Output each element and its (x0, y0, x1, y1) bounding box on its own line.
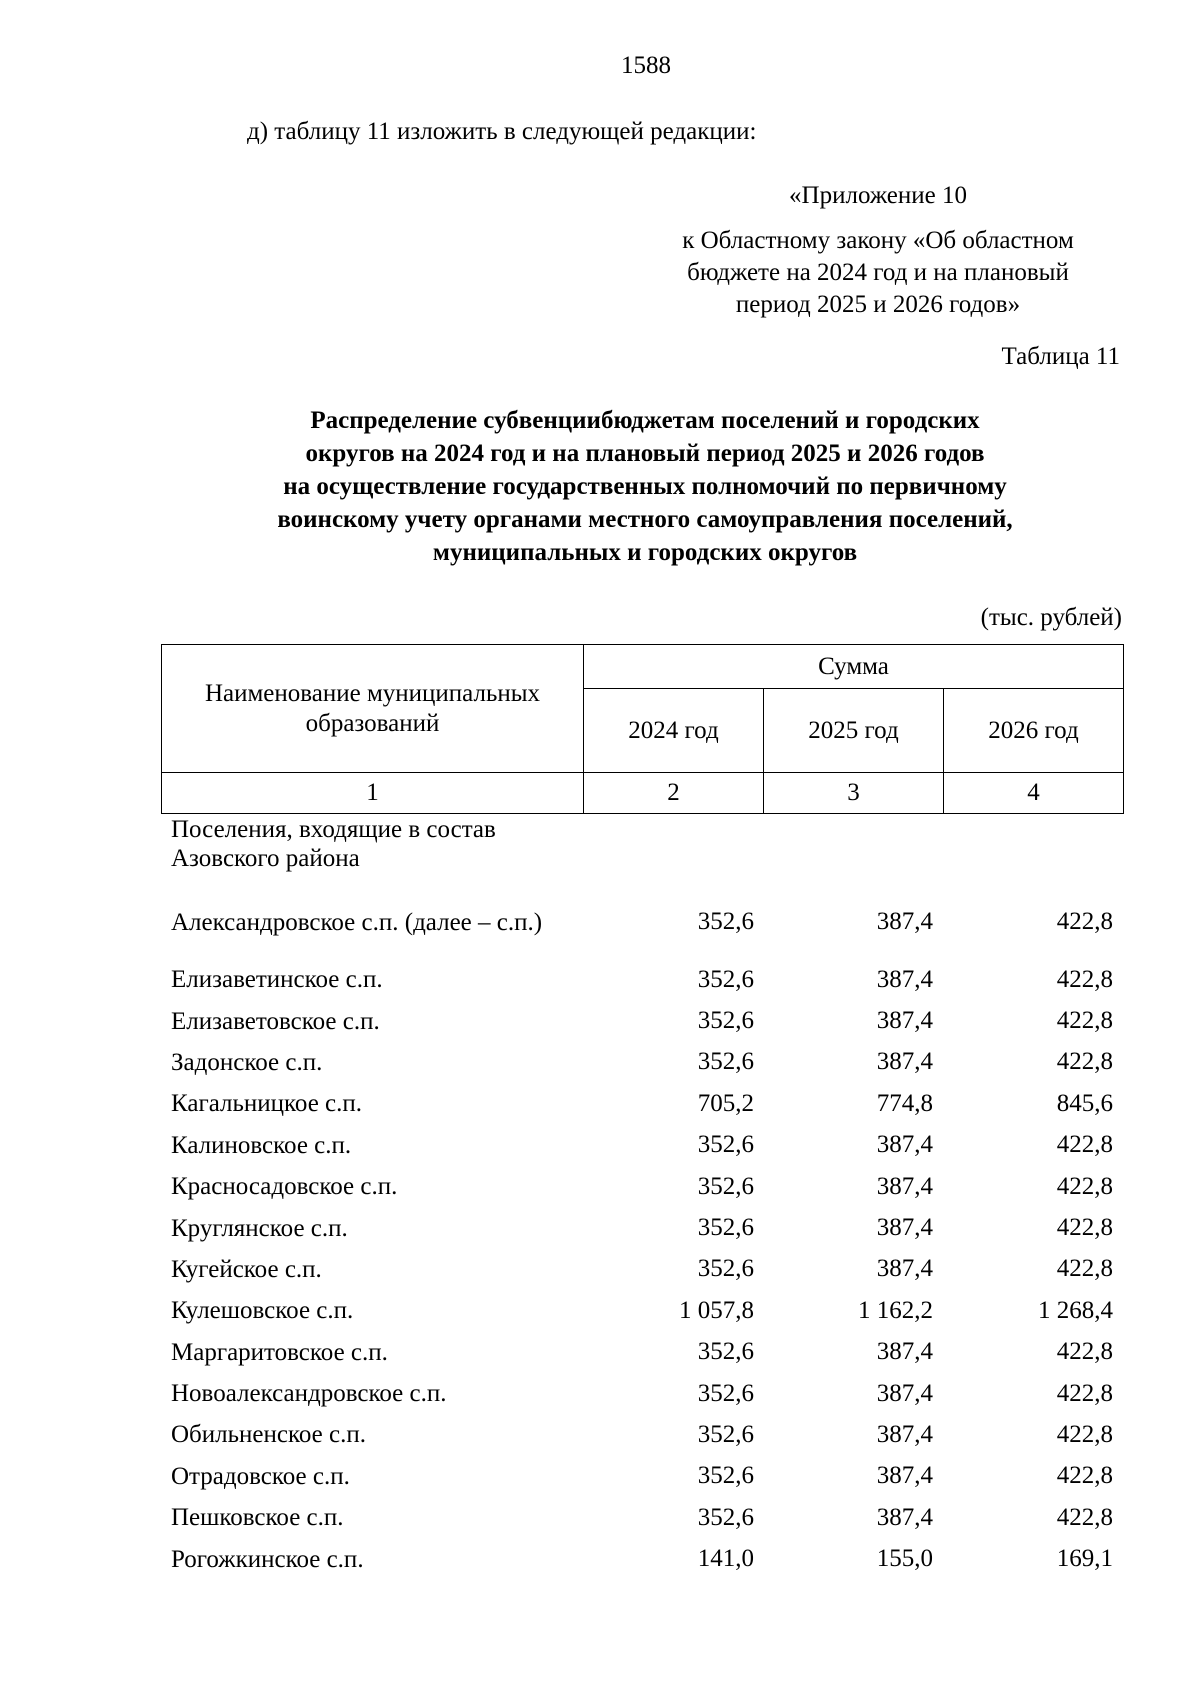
value-2025: 387,4 (876, 1214, 933, 1242)
table-heading (170, 404, 1120, 569)
table-row (161, 1332, 1126, 1373)
value-2024: 352,6 (697, 1172, 754, 1200)
municipality-name: Кулешовское с.п. (171, 1297, 354, 1325)
value-2024: 705,2 (697, 1089, 754, 1117)
table-header (161, 644, 1124, 814)
heading-line: округов на 2024 год и на плановый период 2025 и 2026 годов (305, 440, 985, 467)
value-2026: 169,1 (1056, 1545, 1113, 1573)
appendix-ref-line: период 2025 и 2026 годов» (735, 291, 1021, 318)
appendix-reference (648, 225, 1108, 321)
municipality-name: Рогожкинское с.п. (171, 1545, 364, 1573)
municipality-name: Кагальницкое с.п. (171, 1090, 363, 1118)
section-title: Поселения, входящие в состав Азовского района (171, 816, 496, 872)
table-row (161, 1497, 1126, 1538)
value-2024: 352,6 (697, 1214, 754, 1242)
table-row (161, 1166, 1126, 1207)
value-2026: 422,8 (1056, 1255, 1113, 1283)
municipality-name: Обильненское с.п. (171, 1421, 366, 1449)
header-year-2026: 2026 год (944, 689, 1124, 773)
value-2026: 422,8 (1056, 1131, 1113, 1159)
value-2026: 422,8 (1056, 1503, 1113, 1531)
heading-line: муниципальных и городских округов (432, 539, 858, 566)
value-2024: 352,6 (697, 1131, 754, 1159)
municipality-name: Красносадовское с.п. (171, 1173, 398, 1201)
heading-line: на осуществление государственных полномочий по первичному (283, 473, 1007, 500)
table-row (161, 1125, 1126, 1166)
appendix-title: «Приложение 10 (789, 182, 967, 209)
value-2025: 387,4 (876, 1255, 933, 1283)
value-2024: 1 057,8 (679, 1296, 754, 1324)
column-number: 1 (162, 773, 584, 814)
header-name: Наименование муниципальных образований (204, 679, 541, 737)
value-2024: 352,6 (697, 1007, 754, 1035)
municipality-name: Калиновское с.п. (171, 1131, 352, 1159)
table-row (161, 1000, 1126, 1041)
value-2025: 387,4 (876, 1172, 933, 1200)
value-2026: 845,6 (1056, 1089, 1113, 1117)
value-2025: 387,4 (876, 1048, 933, 1076)
municipality-name: Задонское с.п. (171, 1048, 323, 1076)
value-2026: 422,8 (1056, 1048, 1113, 1076)
value-2026: 422,8 (1056, 965, 1113, 993)
value-2024: 352,6 (697, 1420, 754, 1448)
header-name-cell (162, 645, 584, 773)
value-2024: 352,6 (697, 1255, 754, 1283)
value-2025: 387,4 (876, 1379, 933, 1407)
value-2026: 422,8 (1056, 1338, 1113, 1366)
value-2025: 387,4 (876, 1503, 933, 1531)
intro-text: д) таблицу 11 изложить в следующей редакции: (247, 118, 757, 145)
municipality-name: Новоалександровское с.п. (171, 1380, 447, 1408)
value-2025: 387,4 (876, 1131, 933, 1159)
value-2024: 352,6 (697, 908, 754, 935)
municipality-name: Круглянское с.п. (171, 1214, 348, 1242)
municipality-name: Елизаветинское с.п. (171, 966, 383, 994)
municipality-name: Александровское с.п. (далее – с.п.) (171, 908, 543, 936)
column-number: 3 (764, 773, 944, 814)
municipality-name: Елизаветовское с.п. (171, 1007, 380, 1035)
value-2024: 352,6 (697, 1338, 754, 1366)
header-year-2024: 2024 год (584, 689, 764, 773)
value-2024: 141,0 (697, 1545, 754, 1573)
column-number: 4 (944, 773, 1124, 814)
table-row (161, 1456, 1126, 1497)
value-2026: 422,8 (1056, 1172, 1113, 1200)
table-row (161, 959, 1126, 1000)
heading-line: воинскому учету органами местного самоуправления поселений, (277, 506, 1013, 533)
header-sum: Сумма (584, 645, 1124, 689)
value-2025: 387,4 (876, 965, 933, 993)
value-2025: 387,4 (876, 908, 933, 935)
table-row (161, 1083, 1126, 1124)
value-2025: 387,4 (876, 1420, 933, 1448)
table-row (161, 1373, 1126, 1414)
municipality-name: Пешковское с.п. (171, 1504, 344, 1532)
value-2026: 422,8 (1056, 1462, 1113, 1490)
page-number: 1588 (621, 52, 671, 79)
table-row (161, 1290, 1126, 1331)
municipality-name: Отрадовское с.п. (171, 1462, 350, 1490)
value-2026: 422,8 (1056, 1007, 1113, 1035)
municipality-name: Кугейское с.п. (171, 1255, 322, 1283)
appendix-ref-line: к Областному закону «Об областном (682, 227, 1074, 254)
value-2026: 422,8 (1056, 1214, 1113, 1242)
table-body (161, 815, 1126, 1580)
table-label: Таблица 11 (1001, 343, 1120, 370)
value-2026: 422,8 (1056, 1420, 1113, 1448)
table-row (161, 1207, 1126, 1248)
value-2025: 774,8 (876, 1089, 933, 1117)
heading-line: Распределение субвенциибюджетам поселений и городских (310, 407, 980, 434)
appendix-ref-line: бюджете на 2024 год и на плановый (687, 259, 1069, 286)
value-2026: 1 268,4 (1038, 1296, 1113, 1324)
header-year-2025: 2025 год (764, 689, 944, 773)
table-row (161, 1414, 1126, 1455)
value-2025: 387,4 (876, 1462, 933, 1490)
value-2025: 1 162,2 (858, 1296, 933, 1324)
section-row (161, 815, 1126, 885)
table-row (161, 885, 1126, 959)
value-2025: 387,4 (876, 1338, 933, 1366)
value-2024: 352,6 (697, 965, 754, 993)
value-2025: 387,4 (876, 1007, 933, 1035)
table-row (161, 1538, 1126, 1579)
value-2024: 352,6 (697, 1048, 754, 1076)
value-2026: 422,8 (1056, 1379, 1113, 1407)
table-row (161, 1042, 1126, 1083)
table-row (161, 1249, 1126, 1290)
value-2024: 352,6 (697, 1379, 754, 1407)
value-2024: 352,6 (697, 1462, 754, 1490)
units-label: (тыс. рублей) (980, 604, 1122, 631)
municipality-name: Маргаритовское с.п. (171, 1338, 388, 1366)
value-2025: 155,0 (876, 1545, 933, 1573)
value-2026: 422,8 (1056, 908, 1113, 935)
column-number: 2 (584, 773, 764, 814)
value-2024: 352,6 (697, 1503, 754, 1531)
